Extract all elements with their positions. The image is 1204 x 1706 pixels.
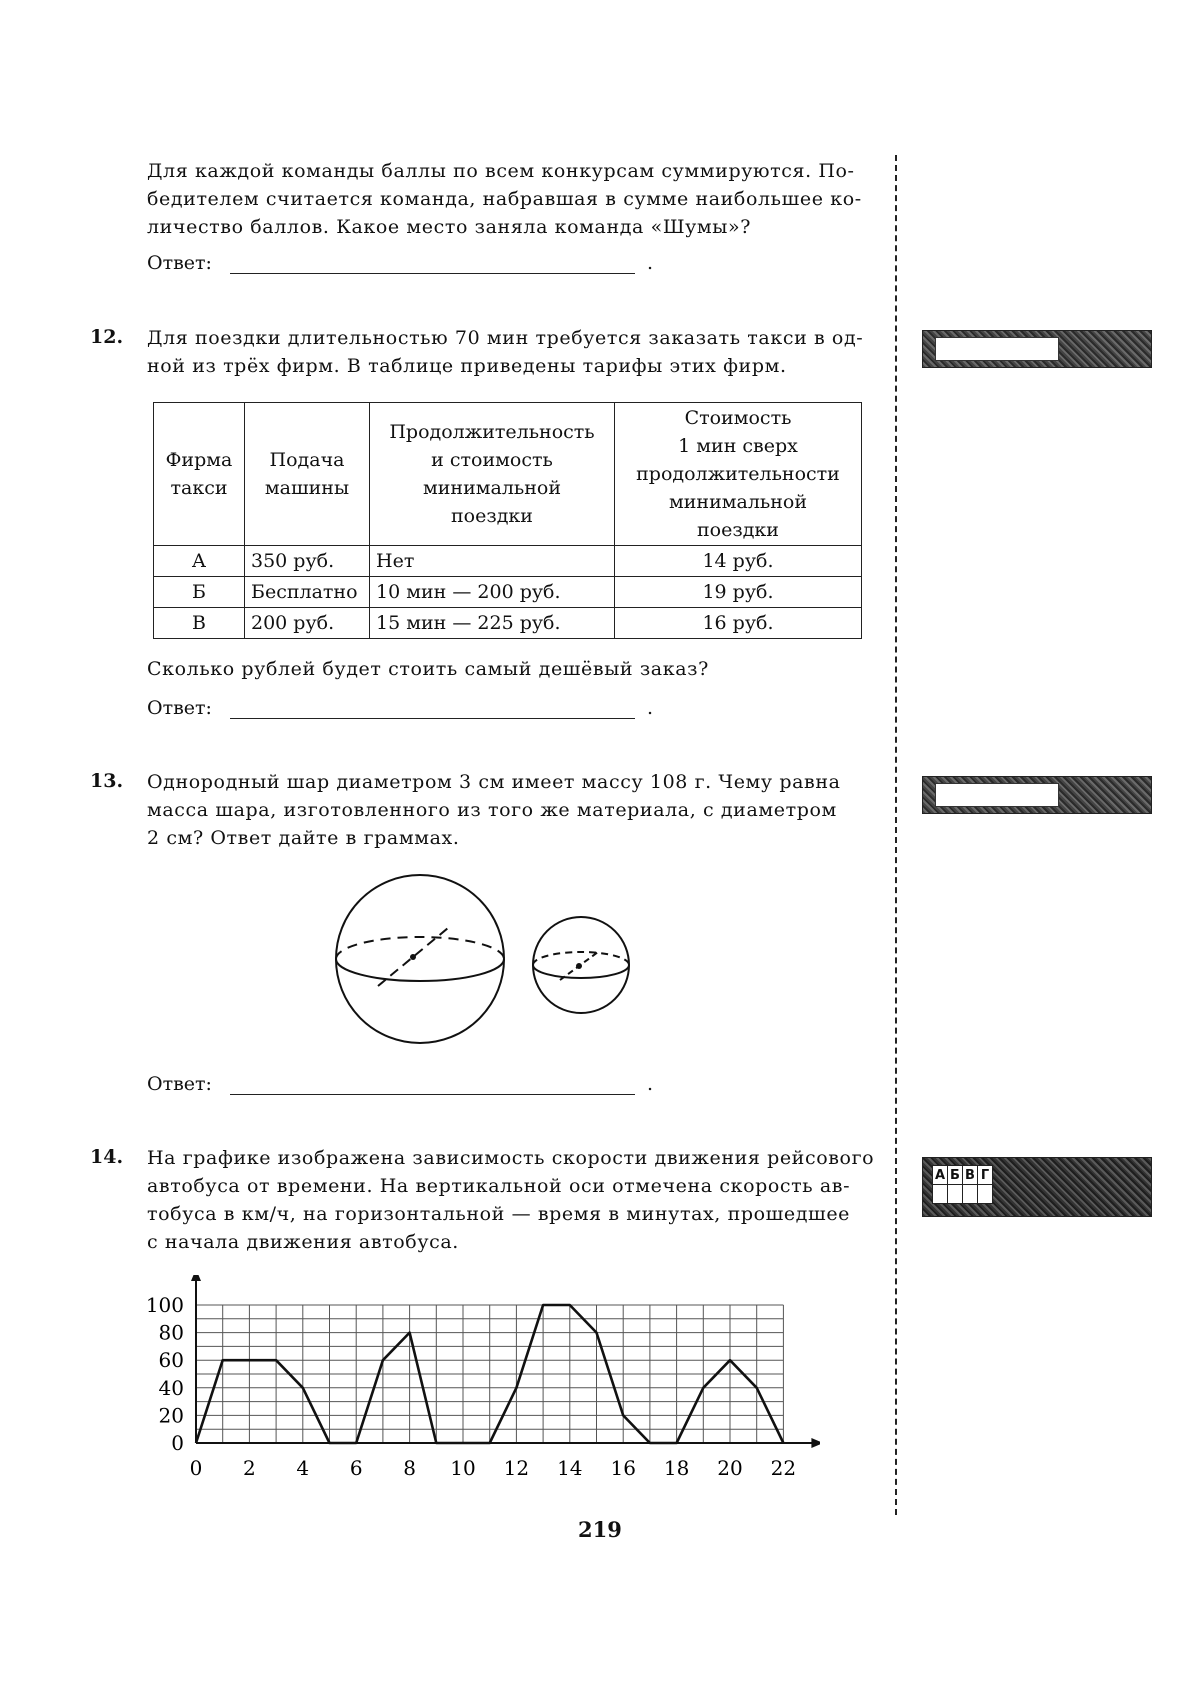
y-tick-label: 60 [158, 1348, 184, 1373]
answer-label: Ответ: [147, 252, 212, 274]
x-tick-label: 20 [717, 1456, 743, 1480]
q13-answer: Ответ: . [147, 1073, 653, 1095]
header-pickup: Подача машины [245, 403, 370, 546]
page-number: 219 [578, 1517, 622, 1542]
x-tick-label: 4 [296, 1456, 310, 1480]
q12-answer: Ответ: . [147, 697, 653, 719]
q13-text: Однородный шар диаметром 3 см имеет массу 108 г. Чему равна масса шара, изготовленного из того же материала, с диаметром 2 см? Ответ дайте в граммах. [147, 771, 841, 849]
large-sphere-equator-front [336, 959, 504, 981]
spheres-figure [330, 872, 650, 1052]
answer-line[interactable] [230, 698, 635, 719]
answer-box-14 [922, 1157, 1152, 1217]
header-firm: Фирма такси [154, 403, 245, 546]
cut-line [895, 155, 897, 1515]
x-tick-label: 16 [610, 1456, 636, 1480]
q11-answer: Ответ: . [147, 252, 653, 274]
abvg-letter: Г [978, 1166, 993, 1185]
large-sphere [336, 875, 504, 1043]
q14-number: 14. [90, 1146, 124, 1168]
q13-number: 13. [90, 770, 124, 792]
q14-text: На графике изображена зависимость скорости движения рейсового автобуса от времени. На вертикальной оси отмечена скорость ав- тобуса в км/ч, на горизонтальной — время в минутах, прошедшее с начала движения автобуса. [147, 1147, 875, 1253]
x-tick-label: 2 [243, 1456, 256, 1480]
y-axis-arrow [191, 1275, 201, 1281]
abvg-letter: А [933, 1166, 948, 1185]
q12-number: 12. [90, 326, 124, 348]
x-tick-label: 12 [503, 1456, 530, 1480]
x-tick-label: 0 [189, 1456, 203, 1480]
table-row: А 350 руб. Нет 14 руб. [154, 546, 862, 577]
large-sphere-equator-back [336, 937, 504, 959]
x-axis-arrow [811, 1438, 820, 1448]
y-tick-label: 40 [158, 1375, 184, 1400]
answer-line[interactable] [230, 253, 635, 274]
table-row: В 200 руб. 15 мин — 225 руб. 16 руб. [154, 608, 862, 639]
speed-time-chart [140, 1275, 820, 1490]
header-per-minute: Стоимость 1 мин сверх продолжительности минимальной поездки [615, 403, 862, 546]
answer-line[interactable] [230, 1074, 635, 1095]
small-sphere-equator-back [533, 952, 629, 965]
x-tick-label: 22 [770, 1456, 797, 1480]
abvg-letter: В [963, 1166, 978, 1185]
x-tick-label: 10 [450, 1456, 476, 1480]
answer-label: Ответ: [147, 1073, 212, 1095]
header-min-trip: Продолжительность и стоимость минимальной поездки [370, 403, 615, 546]
q12-question: Сколько рублей будет стоить самый дешёвый заказ? [147, 658, 709, 680]
q11-text: Для каждой команды баллы по всем конкурсам суммируются. По- бедителем считается команда, набравшая в сумме наибольшее ко- личество баллов. Какое место заняла команда «Шумы»? [147, 160, 862, 238]
y-tick-label: 20 [158, 1403, 184, 1428]
x-tick-label: 14 [557, 1456, 583, 1480]
tariff-table [153, 402, 862, 639]
answer-label: Ответ: [147, 697, 212, 719]
x-tick-label: 8 [403, 1456, 416, 1480]
y-tick-label: 0 [171, 1431, 184, 1455]
y-tick-label: 80 [158, 1320, 184, 1345]
y-tick-label: 100 [145, 1293, 184, 1317]
answer-box-12 [922, 330, 1152, 368]
abvg-letter: Б [948, 1166, 963, 1185]
answer-box-13 [922, 776, 1152, 814]
x-tick-label: 6 [349, 1456, 363, 1480]
x-tick-label: 18 [663, 1456, 690, 1480]
q12-text: Для поездки длительностью 70 мин требуется заказать такси в од- ной из трёх фирм. В таблице приведены тарифы этих фирм. [147, 327, 864, 377]
table-row: Б Бесплатно 10 мин — 200 руб. 19 руб. [154, 577, 862, 608]
